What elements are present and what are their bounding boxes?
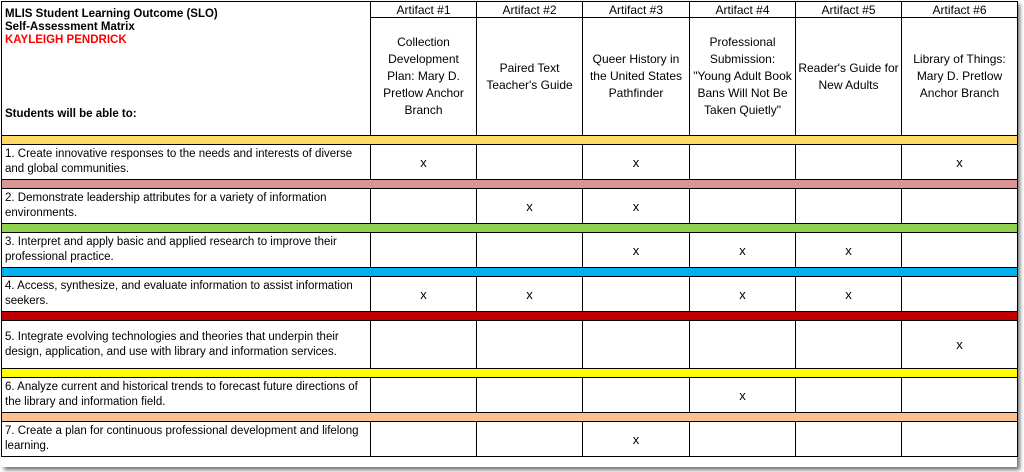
mark-cell: x bbox=[583, 422, 690, 457]
mark-cell bbox=[477, 378, 583, 413]
outcome-row-4 bbox=[2, 277, 1018, 312]
mark-cell bbox=[690, 145, 796, 180]
mark-cell bbox=[796, 378, 902, 413]
artifact-label-3: Artifact #3 bbox=[583, 2, 690, 18]
separator-band bbox=[2, 413, 1018, 422]
mark-cell bbox=[690, 321, 796, 369]
mark-cell bbox=[371, 233, 477, 268]
mark-cell bbox=[902, 378, 1018, 413]
mark-cell: x bbox=[583, 189, 690, 224]
slo-matrix-frame bbox=[1, 1, 1017, 467]
mark-cell bbox=[583, 321, 690, 369]
mark-cell: x bbox=[796, 233, 902, 268]
mark-cell bbox=[796, 145, 902, 180]
outcome-row-6 bbox=[2, 378, 1018, 413]
mark-cell bbox=[477, 321, 583, 369]
student-name: KAYLEIGH PENDRICK bbox=[5, 34, 127, 46]
separator-band bbox=[2, 224, 1018, 233]
outcome-row-2 bbox=[2, 189, 1018, 224]
outcome-text: 4. Access, synthesize, and evaluate information to assist information seekers. bbox=[2, 277, 371, 312]
mark-cell bbox=[583, 378, 690, 413]
mark-cell bbox=[690, 422, 796, 457]
outcome-text: 3. Interpret and apply basic and applied research to improve their professional practice. bbox=[2, 233, 371, 268]
outcome-text: 6. Analyze current and historical trends to forecast future directions of the library and information field. bbox=[2, 378, 371, 413]
mark-cell: x bbox=[371, 277, 477, 312]
outcome-text: 5. Integrate evolving technologies and theories that underpin their design, application, and use with library and information services. bbox=[2, 321, 371, 369]
artifact-label-6: Artifact #6 bbox=[902, 2, 1018, 18]
mark-cell bbox=[902, 233, 1018, 268]
mark-cell: x bbox=[690, 378, 796, 413]
mark-cell bbox=[902, 277, 1018, 312]
artifact-label-1: Artifact #1 bbox=[371, 2, 477, 18]
mark-cell bbox=[477, 145, 583, 180]
separator-band bbox=[2, 180, 1018, 189]
outcome-separator-6 bbox=[2, 369, 1018, 378]
artifact-title-3: Queer History in the United States Pathfinder bbox=[583, 18, 690, 136]
artifact-label-4: Artifact #4 bbox=[690, 2, 796, 18]
outcome-separator-7 bbox=[2, 413, 1018, 422]
mark-cell bbox=[796, 422, 902, 457]
outcome-row-5 bbox=[2, 321, 1018, 369]
outcome-separator-3 bbox=[2, 224, 1018, 233]
mark-cell bbox=[477, 233, 583, 268]
separator-band bbox=[2, 136, 1018, 145]
mark-cell: x bbox=[690, 233, 796, 268]
separator-band bbox=[2, 268, 1018, 277]
artifact-label-5: Artifact #5 bbox=[796, 2, 902, 18]
mark-cell: x bbox=[583, 233, 690, 268]
mark-cell bbox=[371, 378, 477, 413]
separator-band bbox=[2, 369, 1018, 378]
outcome-text: 1. Create innovative responses to the needs and interests of diverse and global communities. bbox=[2, 145, 371, 180]
matrix-title: MLIS Student Learning Outcome (SLO) bbox=[5, 8, 218, 20]
outcome-row-7 bbox=[2, 422, 1018, 457]
mark-cell bbox=[902, 422, 1018, 457]
mark-cell: x bbox=[690, 277, 796, 312]
mark-cell bbox=[796, 321, 902, 369]
outcome-separator-1 bbox=[2, 136, 1018, 145]
mark-cell bbox=[371, 321, 477, 369]
slo-matrix-table bbox=[1, 1, 1018, 457]
mark-cell bbox=[371, 422, 477, 457]
artifact-label-2: Artifact #2 bbox=[477, 2, 583, 18]
outcome-text: 2. Demonstrate leadership attributes for a variety of information environments. bbox=[2, 189, 371, 224]
outcome-text: 7. Create a plan for continuous professional development and lifelong learning. bbox=[2, 422, 371, 457]
mark-cell: x bbox=[796, 277, 902, 312]
outcome-separator-5 bbox=[2, 312, 1018, 321]
mark-cell: x bbox=[371, 145, 477, 180]
outcome-separator-4 bbox=[2, 268, 1018, 277]
students-label: Students will be able to: bbox=[5, 108, 137, 120]
mark-cell bbox=[902, 189, 1018, 224]
mark-cell bbox=[583, 277, 690, 312]
artifact-title-6: Library of Things: Mary D. Pretlow Anchor Branch bbox=[902, 18, 1018, 136]
mark-cell: x bbox=[583, 145, 690, 180]
mark-cell bbox=[477, 422, 583, 457]
mark-cell: x bbox=[902, 145, 1018, 180]
matrix-header-cell bbox=[2, 2, 371, 136]
matrix-subtitle: Self-Assessment Matrix bbox=[5, 21, 135, 33]
separator-band bbox=[2, 312, 1018, 321]
mark-cell: x bbox=[477, 277, 583, 312]
mark-cell: x bbox=[477, 189, 583, 224]
mark-cell bbox=[690, 189, 796, 224]
artifact-title-4: Professional Submission: "Young Adult Book Bans Will Not Be Taken Quietly" bbox=[690, 18, 796, 136]
outcome-separator-2 bbox=[2, 180, 1018, 189]
artifact-title-5: Reader's Guide for New Adults bbox=[796, 18, 902, 136]
outcome-row-1 bbox=[2, 145, 1018, 180]
outcome-row-3 bbox=[2, 233, 1018, 268]
artifact-title-1: Collection Development Plan: Mary D. Pretlow Anchor Branch bbox=[371, 18, 477, 136]
mark-cell: x bbox=[902, 321, 1018, 369]
mark-cell bbox=[796, 189, 902, 224]
artifact-title-2: Paired Text Teacher's Guide bbox=[477, 18, 583, 136]
mark-cell bbox=[371, 189, 477, 224]
